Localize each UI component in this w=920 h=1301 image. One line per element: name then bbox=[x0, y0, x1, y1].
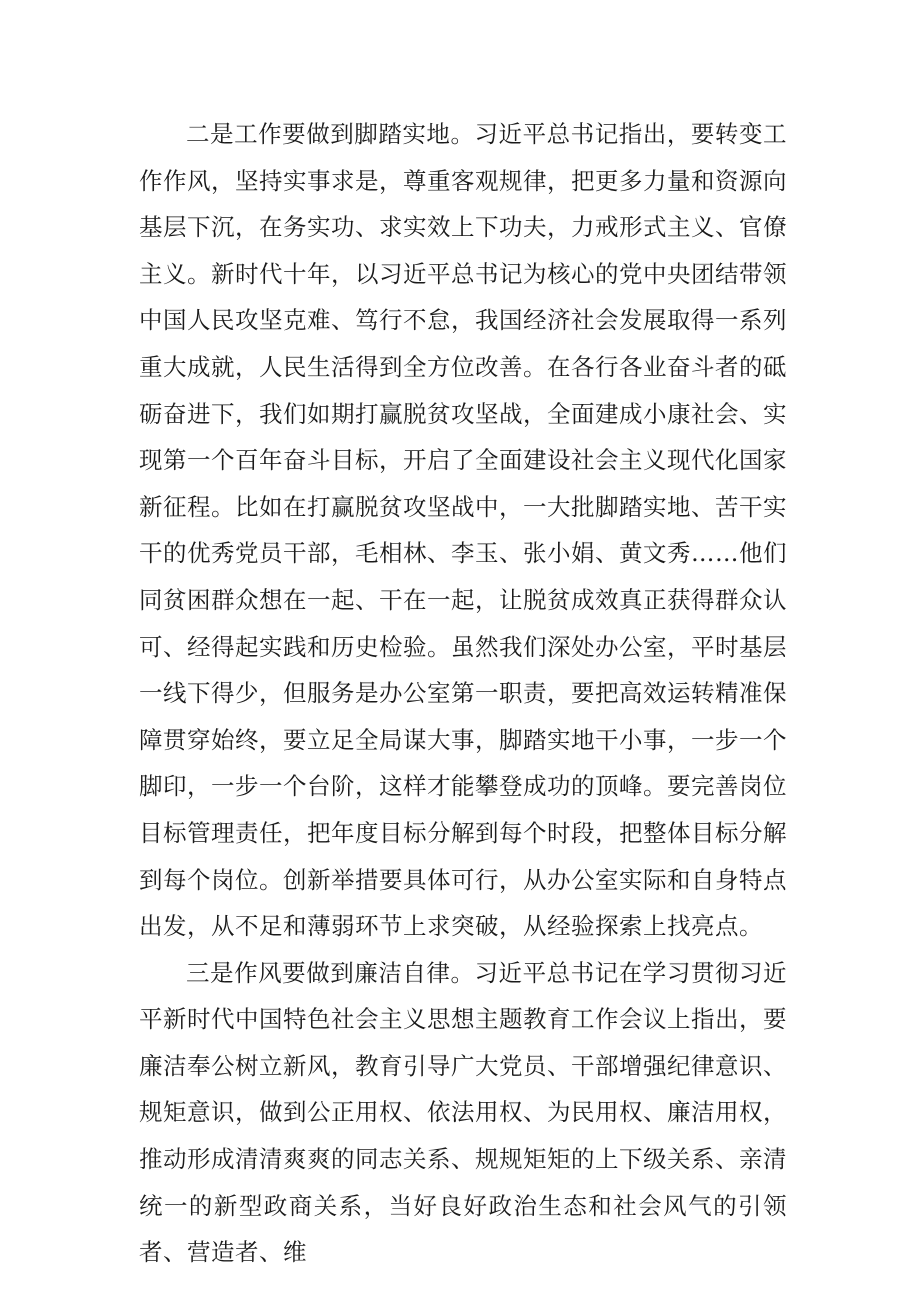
paragraph-integrity-self-discipline: 三是作风要做到廉洁自律。习近平总书记在学习贯彻习近平新时代中国特色社会主义思想主题教育工作会议上指出，要廉洁奉公树立新风，教育引导广大党员、干部增强纪律意识、规矩意识，做到公正用权、依法用权、为民用权、廉洁用权，推动形成清清爽爽的同志关系、规规矩矩的上下级关系、亲清统一的新型政商关系，当好良好政治生态和社会风气的引领者、营造者、维 bbox=[139, 958, 787, 1267]
paragraph-work-down-to-earth: 二是工作要做到脚踏实地。习近平总书记指出，要转变工作作风，坚持实事求是，尊重客观规律，把更多力量和资源向基层下沉，在务实功、求实效上下功夫，力戒形式主义、官僚主义。新时代十年，以习近平总书记为核心的党中央团结带领中国人民攻坚克难、笃行不怠，我国经济社会发展取得一系列重大成就，人民生活得到全方位改善。在各行各业奋斗者的砥砺奋进下，我们如期打赢脱贫攻坚战，全面建成小康社会、实现第一个百年奋斗目标，开启了全面建设社会主义现代化国家新征程。比如在打赢脱贫攻坚战中，一大批脚踏实地、苦干实干的优秀党员干部，毛相林、李玉、张小娟、黄文秀……他们同贫困群众想在一起、干在一起，让脱贫成效真正获得群众认可、经得起实践和历史检验。虽然我们深处办公室，平时基层一线下得少，但服务是办公室第一职责，要把高效运转精准保障贯穿始终，要立足全局谋大事，脚踏实地干小事，一步一个脚印，一步一个台阶，这样才能攀登成功的顶峰。要完善岗位目标管理责任，把年度目标分解到每个时段，把整体目标分解到每个岗位。创新举措要具体可行，从办公室实际和自身特点出发，从不足和薄弱环节上求突破，从经验探索上找亮点。 bbox=[139, 120, 787, 941]
document-body bbox=[139, 111, 787, 1276]
